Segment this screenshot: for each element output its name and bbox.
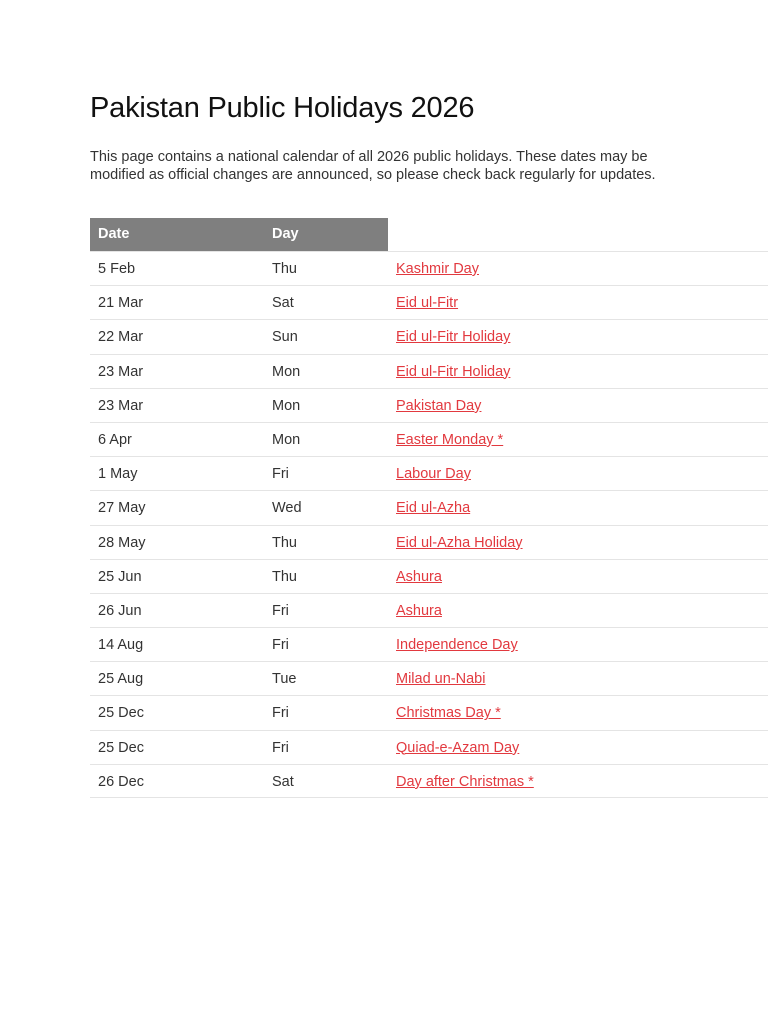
table-row bbox=[90, 627, 768, 661]
holiday-link[interactable]: Day after Christmas * bbox=[396, 773, 534, 790]
table-row bbox=[90, 695, 768, 729]
table-row bbox=[90, 559, 768, 593]
holiday-link[interactable]: Ashura bbox=[396, 602, 442, 619]
holiday-link[interactable]: Ashura bbox=[396, 568, 442, 585]
row-day: Sat bbox=[272, 773, 294, 790]
row-day: Thu bbox=[272, 568, 297, 585]
table-row bbox=[90, 730, 768, 764]
row-day: Wed bbox=[272, 500, 302, 517]
holiday-link[interactable]: Eid ul-Fitr Holiday bbox=[396, 329, 511, 346]
row-date: 25 Dec bbox=[98, 705, 144, 722]
table-row bbox=[90, 525, 768, 559]
table-header-bar bbox=[90, 218, 388, 251]
row-day: Fri bbox=[272, 466, 289, 483]
row-day: Mon bbox=[272, 363, 301, 380]
holiday-link[interactable]: Pakistan Day bbox=[396, 397, 482, 414]
holiday-link[interactable]: Eid ul-Azha Holiday bbox=[396, 534, 523, 551]
holidays-table bbox=[90, 218, 768, 798]
row-date: 5 Feb bbox=[98, 261, 136, 277]
table-row bbox=[90, 593, 768, 627]
row-date: 22 Mar bbox=[98, 329, 144, 346]
table-row bbox=[90, 422, 768, 456]
header-date: Date bbox=[98, 226, 130, 242]
table-row bbox=[90, 388, 768, 422]
row-day: Thu bbox=[272, 534, 297, 551]
page-title: Pakistan Public Holidays 2026 bbox=[90, 92, 475, 124]
holiday-link[interactable]: Eid ul-Azha bbox=[396, 500, 471, 517]
row-day: Fri bbox=[272, 739, 289, 756]
table-header bbox=[90, 218, 768, 251]
row-date: 23 Mar bbox=[98, 397, 144, 414]
table-row bbox=[90, 285, 768, 319]
row-date: 1 May bbox=[98, 466, 138, 483]
row-date: 14 Aug bbox=[98, 637, 144, 654]
table-row bbox=[90, 490, 768, 524]
row-day: Sat bbox=[272, 295, 294, 312]
row-day: Thu bbox=[272, 261, 297, 277]
row-date: 23 Mar bbox=[98, 363, 144, 380]
intro-text: This page contains a national calendar of all 2026 public holidays. These dates may be modified as official changes are announced, so please check back regularly for updates. bbox=[90, 149, 656, 183]
row-date: 25 Aug bbox=[98, 671, 144, 688]
holiday-link[interactable]: Eid ul-Fitr Holiday bbox=[396, 363, 511, 380]
header-day: Day bbox=[272, 226, 299, 242]
holiday-link[interactable]: Independence Day bbox=[396, 637, 518, 654]
row-date: 25 Jun bbox=[98, 568, 142, 585]
row-day: Mon bbox=[272, 397, 301, 414]
row-date: 21 Mar bbox=[98, 295, 144, 312]
holiday-link[interactable]: Eid ul-Fitr bbox=[396, 295, 459, 312]
holiday-link[interactable]: Quiad-e-Azam Day bbox=[396, 739, 520, 756]
row-date: 6 Apr bbox=[98, 431, 132, 448]
holiday-link[interactable]: Easter Monday * bbox=[396, 431, 504, 448]
holiday-link[interactable]: Kashmir Day bbox=[396, 261, 479, 277]
row-day: Tue bbox=[272, 671, 297, 688]
row-day: Fri bbox=[272, 602, 289, 619]
holiday-link[interactable]: Milad un-Nabi bbox=[396, 671, 486, 688]
row-day: Fri bbox=[272, 705, 289, 722]
row-date: 28 May bbox=[98, 534, 146, 551]
row-date: 26 Jun bbox=[98, 602, 142, 619]
table-row bbox=[90, 764, 768, 798]
row-day: Mon bbox=[272, 431, 301, 448]
row-day: Sun bbox=[272, 329, 298, 346]
table-row bbox=[90, 319, 768, 353]
table-row bbox=[90, 661, 768, 695]
row-date: 27 May bbox=[98, 500, 146, 517]
row-date: 25 Dec bbox=[98, 739, 144, 756]
table-row bbox=[90, 251, 768, 285]
row-day: Fri bbox=[272, 637, 289, 654]
holiday-link[interactable]: Labour Day bbox=[396, 466, 471, 483]
holiday-link[interactable]: Christmas Day * bbox=[396, 705, 501, 722]
row-date: 26 Dec bbox=[98, 773, 144, 790]
table-row bbox=[90, 456, 768, 490]
table-row bbox=[90, 354, 768, 388]
